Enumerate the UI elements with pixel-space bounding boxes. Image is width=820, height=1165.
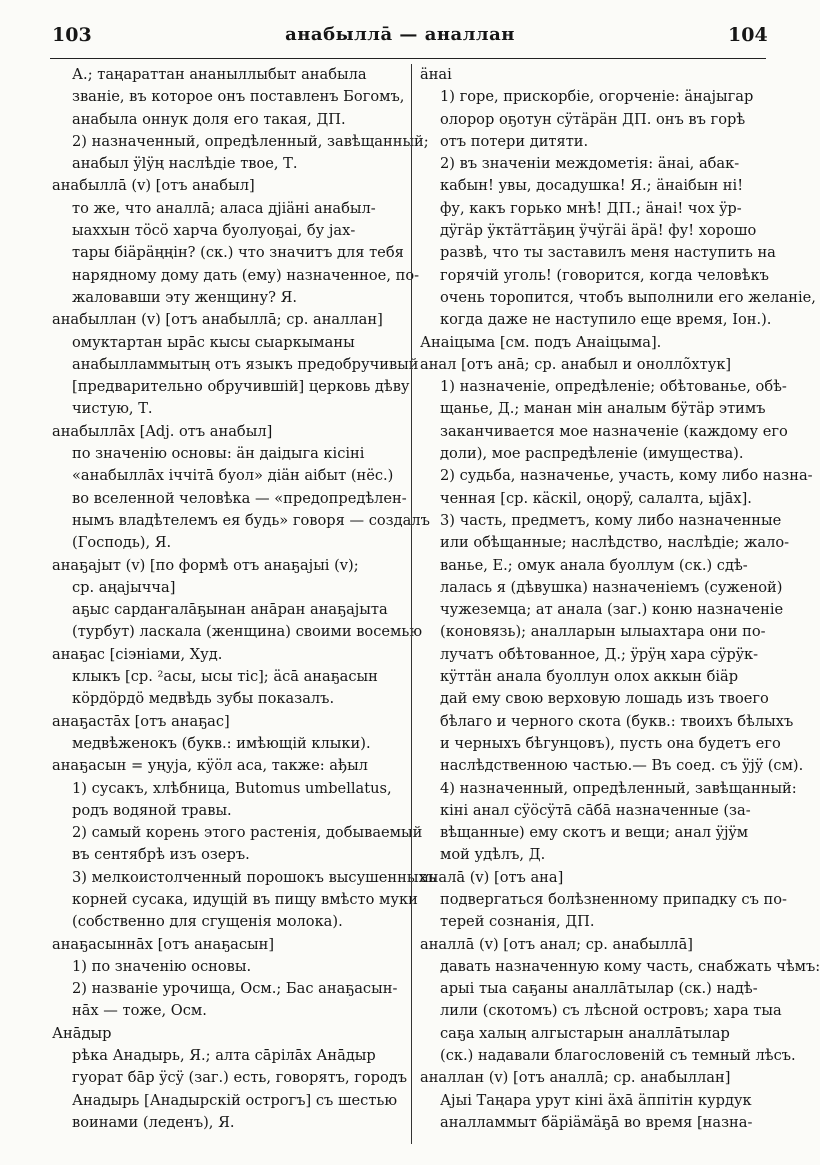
text-line: нāх — тоже, Осм.: [72, 1002, 207, 1020]
text-line: вѣщанные) ему скотъ и вещи; анал ÿjÿм: [440, 824, 749, 842]
text-line: Анāдыр: [52, 1024, 112, 1042]
text-line: кіні анал сÿöсÿтā сāбā назначенные (за-: [440, 801, 751, 819]
column-divider: [411, 64, 412, 1144]
text-line: 3) часть, предметъ, кому либо назначенные: [440, 511, 782, 529]
text-line: медвѣженокъ (букв.: имѣющій клыки).: [72, 734, 371, 752]
text-line: анал [отъ анā; ср. анабыл и оноллõхтук]: [420, 355, 732, 373]
text-line: 3) мелкоистолченный порошокъ высушенныхъ: [72, 868, 436, 886]
running-title: анабыллā — аналлан: [285, 24, 515, 45]
text-line: нарядному дому дать (ему) назначенное, по-: [72, 266, 420, 284]
text-line: 2) самый корень этого растенія, добываемый: [72, 824, 423, 842]
text-line: наслѣдственною частью.— Въ соед. съ ÿjÿ (см).: [440, 757, 804, 775]
text-line: во вселенной человѣка — «предопредѣлен-: [72, 489, 407, 507]
text-line: мой удѣлъ, Д.: [440, 846, 546, 864]
text-line: лалась я (дѣвушка) назначеніемъ (суженой): [440, 578, 783, 596]
text-line: 4) назначенный, опредѣленный, завѣщанный:: [440, 779, 797, 797]
text-line: дай ему свою верховую лошадь изъ твоего: [440, 690, 769, 708]
page-number-right: 104: [728, 24, 768, 46]
text-line: или обѣщанные; наслѣдство, наслѣдіе; жало-: [440, 534, 790, 552]
text-line: ванье, Е.; омук анала буоллум (ск.) сдѣ-: [440, 556, 748, 574]
text-line: омуктартан ырāс кысы сыаркыманы: [72, 333, 355, 351]
text-line: клыкъ [ср. ²асы, ысы тіс]; äсā анаҕасын: [72, 668, 378, 686]
text-line: горячій уголь! (говорится, когда человѣкъ: [440, 266, 769, 284]
text-line: подвергаться болѣзненному припадку съ по-: [440, 890, 787, 908]
text-line: ср. аңаjычча]: [72, 578, 176, 596]
text-line: кöрдöрдö медвѣдь зубы показалъ.: [72, 690, 335, 708]
text-line: «анабыллāх іччітā буол» діäн аібыт (нëс.): [72, 467, 394, 485]
text-line: званіе, въ которое онъ поставленъ Богомъ,: [72, 88, 405, 106]
text-line: аналлан (v) [отъ аналлā; ср. анабыллан]: [420, 1069, 731, 1087]
text-line: 1) сусакъ, хлѣбница, Butomus umbellatus,: [72, 779, 392, 797]
text-line: тары біäрäңңін? (ск.) что значитъ для тебя: [72, 244, 404, 262]
text-line: въ сентябрѣ изъ озеръ.: [72, 846, 250, 864]
text-line: фу, какъ горько мнѣ! ДП.; äнаі! чох ÿр-: [440, 199, 742, 217]
text-line: бѣлаго и черного скота (букв.: твоихъ бѣлыхъ: [440, 712, 794, 730]
text-line: анабыла оннук доля его такая, ДП.: [72, 110, 346, 128]
text-line: то же, что аналлā; аласа дjiäнi анабыл-: [72, 199, 376, 217]
text-line: по значенію основы: äн даідыга кісіні: [72, 445, 365, 463]
text-line: кÿттäн анала буоллун олох аккын біäр: [440, 668, 739, 686]
text-line: ченная [ср. кäскіl, оңорÿ, салалта, ыјāх].: [440, 489, 752, 507]
page-number-left: 103: [52, 24, 92, 46]
text-line: корней сусака, идущій въ пищу вмѣсто муки: [72, 890, 418, 908]
text-line: (собственно для сгущенія молока).: [72, 913, 343, 931]
left-column: [52, 64, 436, 1134]
text-line: кабын! увы, досадушка! Я.; äнаібын ні!: [440, 177, 744, 195]
text-line: анаҕаjыт (v) [по формѣ отъ анаҕаjыі (v);: [52, 556, 359, 574]
text-line: Анадырь [Анадырскій острогъ] съ шестью: [72, 1091, 398, 1109]
text-line: ыаххын тöсö харча буолуоҕаі, бу јах-: [72, 222, 356, 240]
text-line: аналламмыт бäрiäмäҕā во время [назна-: [440, 1113, 753, 1131]
text-line: жаловавши эту женщину? Я.: [72, 288, 298, 306]
text-line: родъ водяной травы.: [72, 801, 232, 819]
text-line: чистую, Т.: [72, 400, 153, 418]
text-line: чужеземца; ат анала (заг.) коню назначеніе: [440, 601, 784, 619]
text-line: и черныхъ бѣгунцовъ), пусть она будетъ его: [440, 734, 781, 752]
text-line: нымъ владѣтелемъ ея будь» говоря — создалъ: [72, 511, 430, 529]
text-line: лучатъ обѣтованное, Д.; ÿрÿң хара сÿрÿк-: [440, 645, 759, 663]
text-line: анабылламмытың отъ языкъ предобручивый: [72, 355, 419, 373]
text-line: аналлā (v) [отъ анал; ср. анабыллā]: [420, 935, 693, 953]
text-line: саҕа халың алгыстарын аналлāтылар: [440, 1024, 730, 1042]
text-line: лили (скотомъ) съ лѣсной островъ; хара тыа: [440, 1002, 782, 1020]
page-header: [0, 24, 800, 54]
text-line: 2) назначенный, опредѣленный, завѣщанный;: [72, 132, 429, 150]
text-line: анаҕастāх [отъ анаҕас]: [52, 712, 230, 730]
text-line: 1) горе, прискорбіе, огорченіе: äнаjыгар: [440, 88, 754, 106]
text-line: когда даже не наступило еще время, Іон.).: [440, 311, 772, 329]
right-column: [420, 64, 820, 1134]
text-line: аҕыс сардаҥалāҕынан анāран анаҕаjыта: [72, 601, 388, 619]
text-line: 2) судьба, назначенье, участь, кому либо назна-: [440, 467, 813, 485]
text-line: 2) названіе урочища, Осм.; Бас анаҕасын-: [72, 980, 398, 998]
text-line: Анаіцыма [см. подъ Анаіцыма].: [420, 333, 662, 351]
text-line: щанье, Д.; манан мін аналым бÿтäр этимъ: [440, 400, 766, 418]
text-line: доли), мое распредѣленіе (имущества).: [440, 445, 744, 463]
text-line: äнаі: [420, 66, 452, 83]
text-line: аналā (v) [отъ ана]: [420, 868, 564, 886]
text-line: (коновязь); аналларын ылыахтара они по-: [440, 623, 766, 641]
text-line: анабыллā (v) [отъ анабыл]: [52, 177, 255, 195]
text-line: рѣка Анадырь, Я.; алта сāрiлāх Анāдыр: [72, 1047, 376, 1065]
text-line: дÿгäр ÿктäттäҕиң ÿчÿгäі äрä! фу! хорошо: [440, 222, 757, 240]
text-line: [предварительно обручившій] церковь дѣву: [72, 378, 410, 396]
text-line: анабыл ÿlÿң наслѣдіе твое, Т.: [72, 155, 298, 173]
text-line: олорор оҕотун сÿтäрäн ДП. онъ въ горѣ: [440, 110, 746, 128]
text-line: анаҕасыннāх [отъ анаҕасын]: [52, 935, 275, 953]
text-line: анаҕас [сіэніами, Худ.: [52, 645, 223, 663]
text-line: арыі тыа саҕаны аналлāтылар (ск.) надѣ-: [440, 980, 758, 998]
text-line: 2) въ значеніи междометія: äнаі, абак-: [440, 155, 740, 173]
text-line: 1) по значенію основы.: [72, 957, 252, 975]
text-line: Ајыі Таңара урут кіні äхā äппітін курдук: [440, 1091, 752, 1109]
text-line: (турбут) ласкала (женщина) своими восемью: [72, 623, 423, 641]
text-line: давать назначенную кому часть, снабжать чѣмъ:: [440, 957, 820, 975]
text-line: гуорат бāр ÿсÿ (заг.) есть, говорятъ, городъ: [72, 1069, 408, 1087]
text-line: (Господь), Я.: [72, 534, 172, 552]
text-line: А.; таңараттан ананыллыбыт анабыла: [72, 66, 367, 83]
header-rule: [50, 58, 766, 59]
text-line: (ск.) надавали благословеній съ темный лѣсъ.: [440, 1047, 796, 1065]
text-line: терей сознанія, ДП.: [440, 913, 595, 931]
text-line: 1) назначеніе, опредѣленіе; обѣтованье, обѣ-: [440, 378, 787, 396]
text-line: отъ потери дитяти.: [440, 132, 589, 150]
text-line: анаҕасын = уңуjа, кÿöл аса, также: ађыл: [52, 757, 368, 775]
text-line: воинами (леденъ), Я.: [72, 1113, 235, 1131]
text-line: заканчивается мое назначеніе (каждому его: [440, 422, 788, 440]
text-line: очень торопится, чтобъ выполнили его желаніе,: [440, 288, 816, 306]
text-line: анабыллāх [Adj. отъ анабыл]: [52, 422, 273, 440]
text-line: анабыллан (v) [отъ анабыллā; ср. аналлан]: [52, 311, 383, 329]
text-line: развѣ, что ты заставилъ меня наступить на: [440, 244, 776, 262]
